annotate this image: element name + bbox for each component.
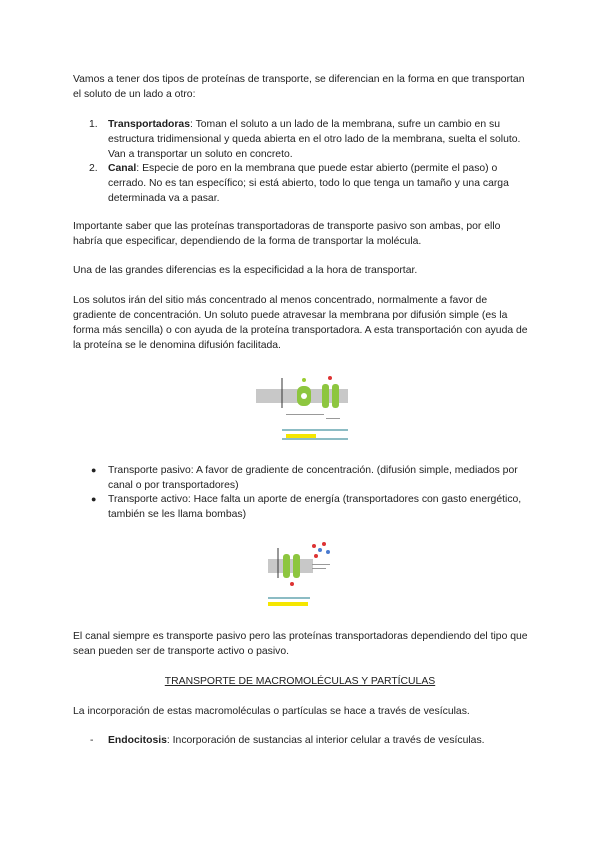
passive-transport-diagram <box>256 374 352 444</box>
ion-dot <box>314 554 318 558</box>
bullet-item-pasivo: Transporte pasivo: A favor de gradiente de concentración. (difusión simple, mediados por canal o por transportadores) <box>108 465 518 491</box>
intro-paragraph: Vamos a tener dos tipos de proteínas de transporte, se diferencian en la forma en que transportan el soluto de un lado a otro: <box>73 74 525 100</box>
carrier-protein-right <box>332 384 339 408</box>
figure-label-line-2 <box>312 568 326 569</box>
paragraph-solutos: Los solutos irán del sitio más concentrado al menos concentrado, normalmente a favor de gradiente de concentración. Un soluto puede atravesar la membrana por difusión simple (es la forma más sencilla) o con ayuda de la proteína transportadora. A esta transportación con ayuda de la proteína se le denomina difusión facilitada. <box>73 295 528 351</box>
pump-protein-right <box>293 554 300 578</box>
ion-dot <box>326 550 330 554</box>
term-canal: Canal <box>108 163 137 174</box>
desc-canal: : Especie de poro en la membrana que puede estar abierto (permite el paso) o cerrado. No es tan específico; si está abierto, todo lo que tenga un tamaño y una carga determinada va a pasar. <box>108 163 509 204</box>
solute-dot-red <box>328 376 332 380</box>
figure-caption-bar <box>268 602 308 606</box>
paragraph-especificidad: Una de las grandes diferencias es la especificidad a la hora de transportar. <box>73 265 418 276</box>
ion-dot <box>312 544 316 548</box>
solute-dot <box>302 378 306 382</box>
pump-protein-left <box>283 554 290 578</box>
term-transportadoras: Transportadoras <box>108 119 190 130</box>
dash-bullet: - <box>90 735 94 746</box>
section-heading: TRANSPORTE DE MACROMOLÉCULAS Y PARTÍCULAS <box>164 676 436 687</box>
desc-transportadoras: : Toman el soluto a un lado de la membrana, sufre un cambio en su estructura tridimensional y queda abierta en el otro lado de la membrana, suelta el soluto. Van a transportar un soluto en concreto. <box>108 119 521 160</box>
desc-endocitosis: : Incorporación de sustancias al interior celular a través de vesículas. <box>166 735 485 746</box>
term-endocitosis: Endocitosis <box>108 735 167 746</box>
list-item-canal <box>108 161 528 206</box>
active-transport-diagram <box>268 540 340 612</box>
figure-label-line <box>286 414 324 415</box>
ion-dot <box>318 548 322 552</box>
paragraph-canal: El canal siempre es transporte pasivo pero las proteínas transportadoras dependiendo del tipo que sean pueden ser de transporte activo o pasivo. <box>73 631 528 657</box>
figure-caption-bar <box>286 434 316 438</box>
paragraph-importante: Importante saber que las proteínas transportadoras de transporte pasivo son ambas, por ello habría que especificar, dependiendo de la forma de transportar la molécula. <box>73 221 501 247</box>
bullet-1: ● <box>91 465 97 475</box>
paragraph-incorporacion: La incorporación de estas macromoléculas o partículas se hace a través de vesículas. <box>73 706 470 717</box>
carrier-protein-left <box>322 384 329 408</box>
figure-label-line-2 <box>326 418 340 419</box>
list-number-1: 1. <box>89 119 98 130</box>
list-number-2: 2. <box>89 163 98 174</box>
bullet-item-activo: Transporte activo: Hace falta un aporte de energía (transportadores con gasto energético, también se les llama bombas) <box>108 494 522 520</box>
membrane-band <box>268 559 313 573</box>
list-item-endocitosis <box>108 733 528 748</box>
bullet-2: ● <box>91 494 97 504</box>
list-item-transportadoras <box>108 117 528 162</box>
figure-label-line <box>312 564 330 565</box>
ion-dot <box>322 542 326 546</box>
channel-pore <box>301 393 307 399</box>
energy-dot <box>290 582 294 586</box>
